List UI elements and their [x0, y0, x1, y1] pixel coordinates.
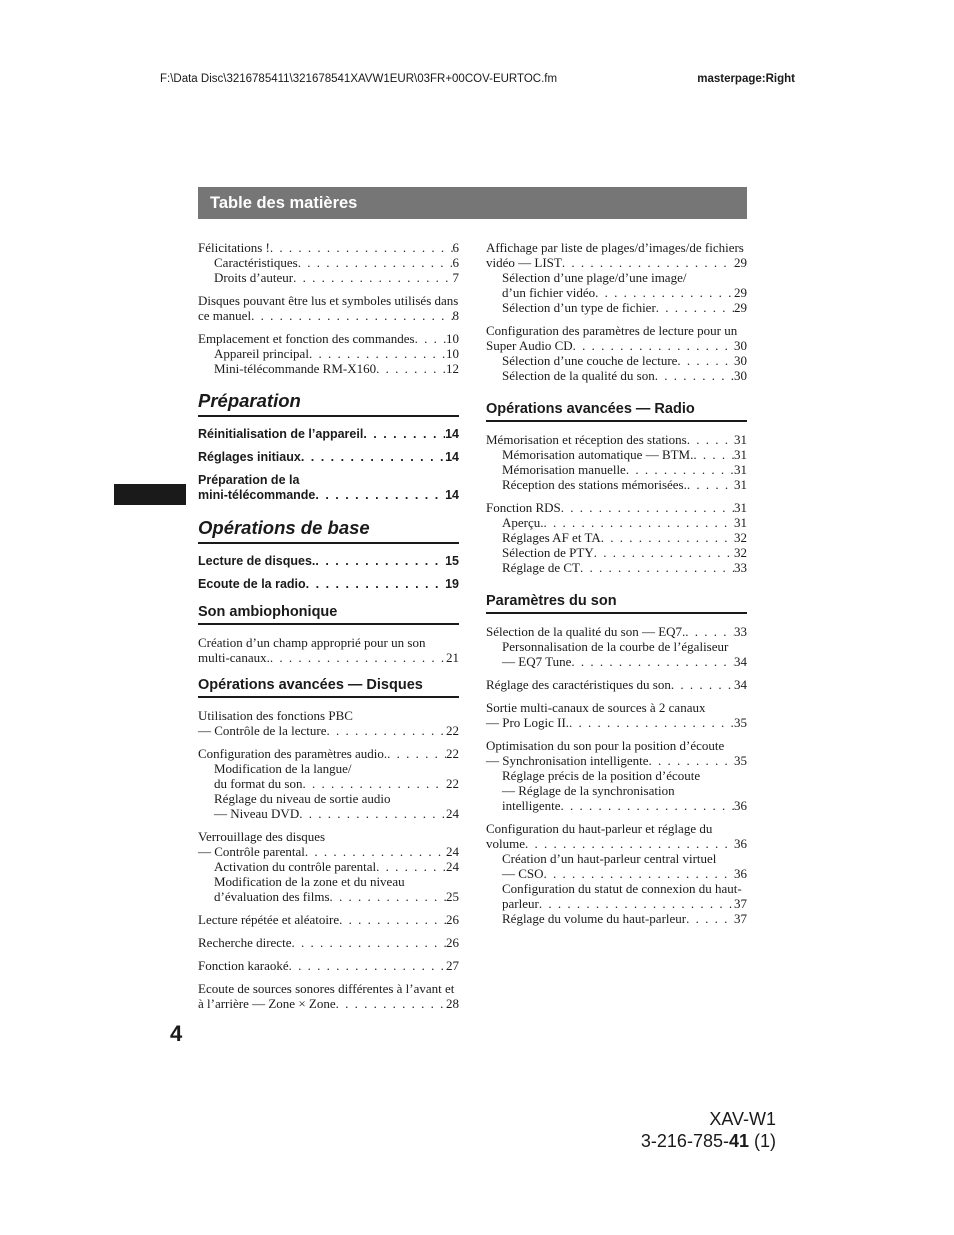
toc-entry-line[interactable]: Configuration du statut de connexion du haut- — [502, 881, 742, 896]
toc-entry[interactable]: Recherche directe . . . 26 — [198, 935, 459, 950]
toc-entry[interactable]: Fonction karaoké . . . 27 — [198, 958, 459, 973]
toc-entry[interactable]: Lecture répétée et aléatoire . . . 26 — [198, 912, 459, 927]
toc-entry-line[interactable]: Réglage précis de la position d’écoute — [502, 768, 701, 783]
toc-entry[interactable]: multi-canaux. . . . 21 — [198, 650, 459, 665]
toc-entry-line[interactable]: — Réglage de la synchronisation — [502, 783, 675, 798]
toc-entry[interactable]: Droits d’auteur . . . 7 — [198, 270, 459, 285]
toc-right-column — [486, 240, 747, 934]
toc-group — [486, 821, 747, 926]
toc-entry[interactable]: à l’arrière — Zone × Zone . . . 28 — [198, 996, 459, 1011]
toc-group — [198, 746, 459, 821]
toc-entry-line[interactable]: Ecoute de sources sonores différentes à l’avant et — [198, 981, 455, 996]
toc-entry-line[interactable]: Configuration des paramètres de lecture pour un — [486, 323, 738, 338]
toc-entry[interactable]: Appareil principal . . . 10 — [198, 346, 459, 361]
toc-group — [198, 427, 459, 442]
toc-entry[interactable]: Réinitialisation de l’appareil . . . 14 — [198, 427, 459, 442]
toc-entry[interactable]: vidéo — LIST . . . 29 — [486, 255, 747, 270]
toc-entry[interactable]: mini-télécommande . . . 14 — [198, 488, 459, 503]
section-heading-disques: Opérations avancées — Disques — [198, 677, 459, 698]
toc-entry[interactable]: Caractéristiques . . . 6 — [198, 255, 459, 270]
toc-group — [198, 635, 459, 665]
toc-entry-line[interactable]: Création d’un haut-parleur central virtuel — [502, 851, 717, 866]
toc-group — [198, 450, 459, 465]
toc-entry[interactable]: — Contrôle parental . . . 24 — [198, 844, 459, 859]
section-heading-radio: Opérations avancées — Radio — [486, 401, 747, 422]
toc-group — [198, 577, 459, 592]
header-masterpage: masterpage:Right — [697, 73, 795, 85]
toc-entry[interactable]: Sélection de la qualité du son . . . 30 — [486, 368, 747, 383]
toc-group — [198, 935, 459, 950]
toc-group — [486, 240, 747, 315]
toc-group — [198, 829, 459, 904]
toc-entry[interactable]: — Niveau DVD . . . 24 — [198, 806, 459, 821]
toc-entry[interactable]: Réglages initiaux . . . 14 — [198, 450, 459, 465]
toc-entry-line[interactable]: Réglage du niveau de sortie audio — [214, 791, 391, 806]
toc-entry[interactable]: — Synchronisation intelligente . . . 35 — [486, 753, 747, 768]
toc-entry[interactable]: Sélection de la qualité du son — EQ7. . . . 33 — [486, 624, 747, 639]
section-heading-param: Paramètres du son — [486, 593, 747, 614]
toc-entry[interactable]: Fonction RDS . . . 31 — [486, 500, 747, 515]
toc-entry-line[interactable]: Affichage par liste de plages/d’images/de fichiers — [486, 240, 744, 255]
model-name: XAV-W1 — [709, 1109, 776, 1129]
toc-entry[interactable]: Réglage des caractéristiques du son . . . 34 — [486, 677, 747, 692]
toc-entry[interactable]: Félicitations ! . . . 6 — [198, 240, 459, 255]
section-tab-marker — [114, 484, 186, 505]
toc-entry[interactable]: Activation du contrôle parental . . . 24 — [198, 859, 459, 874]
toc-entry[interactable]: Réception des stations mémorisées. . . . 31 — [486, 477, 747, 492]
toc-entry[interactable]: Ecoute de la radio . . . 19 — [198, 577, 459, 592]
toc-entry-line[interactable]: Optimisation du son pour la position d’écoute — [486, 738, 725, 753]
toc-entry-line[interactable]: Configuration du haut-parleur et réglage du — [486, 821, 713, 836]
toc-entry[interactable]: Aperçu. . . . 31 — [486, 515, 747, 530]
toc-entry[interactable]: d’évaluation des films . . . 25 — [198, 889, 459, 904]
model-block — [641, 1108, 776, 1152]
toc-group — [198, 708, 459, 738]
toc-entry[interactable]: Mémorisation manuelle . . . 31 — [486, 462, 747, 477]
toc-entry[interactable]: — EQ7 Tune . . . 34 — [486, 654, 747, 669]
toc-group — [486, 677, 747, 692]
toc-group — [198, 293, 459, 323]
section-heading-base: Opérations de base — [198, 517, 459, 544]
toc-entry[interactable]: Sélection d’un type de fichier . . . 29 — [486, 300, 747, 315]
toc-entry[interactable]: parleur . . . 37 — [486, 896, 747, 911]
toc-group — [198, 473, 459, 503]
toc-entry-line[interactable]: Modification de la langue/ — [214, 761, 352, 776]
toc-entry-line[interactable]: Personnalisation de la courbe de l’égaliseur — [502, 639, 729, 654]
toc-entry[interactable]: Lecture de disques. . . . 15 — [198, 554, 459, 569]
toc-entry[interactable]: Mémorisation automatique — BTM. . . . 31 — [486, 447, 747, 462]
toc-entry-line[interactable]: Préparation de la — [198, 473, 300, 487]
toc-group — [198, 240, 459, 285]
toc-group — [198, 912, 459, 927]
toc-entry[interactable]: Configuration des paramètres audio. . . . 22 — [198, 746, 459, 761]
toc-entry[interactable]: Sélection de PTY . . . 32 — [486, 545, 747, 560]
toc-entry[interactable]: d’un fichier vidéo . . . 29 — [486, 285, 747, 300]
header-file-path: F:\Data Disc\3216785411\321678541XAVW1EUR\03FR+00COV-EURTOC.fm — [160, 73, 558, 85]
toc-entry-line[interactable]: Sortie multi-canaux de sources à 2 canaux — [486, 700, 706, 715]
toc-group — [198, 554, 459, 569]
toc-banner: Table des matières — [198, 187, 747, 219]
model-code: 3-216-785-41 (1) — [640, 1131, 776, 1151]
toc-entry-line[interactable]: Sélection d’une plage/d’une image/ — [502, 270, 687, 285]
toc-entry[interactable]: — CSO . . . 36 — [486, 866, 747, 881]
toc-group — [486, 700, 747, 730]
toc-entry-line[interactable]: Modification de la zone et du niveau — [214, 874, 405, 889]
page-number: 4 — [170, 1021, 183, 1046]
toc-group — [198, 958, 459, 973]
toc-entry[interactable]: volume . . . 36 — [486, 836, 747, 851]
toc-entry[interactable]: du format du son . . . 22 — [198, 776, 459, 791]
toc-entry[interactable]: Réglage du volume du haut-parleur . . . 37 — [486, 911, 747, 926]
toc-group — [198, 981, 459, 1011]
toc-entry-line[interactable]: Création d’un champ approprié pour un son — [198, 635, 426, 650]
toc-entry-line[interactable]: Disques pouvant être lus et symboles utilisés dans — [198, 293, 459, 308]
toc-group — [486, 738, 747, 813]
toc-group — [486, 432, 747, 492]
toc-entry[interactable]: — Pro Logic II. . . . 35 — [486, 715, 747, 730]
section-heading-preparation: Préparation — [198, 390, 459, 417]
toc-entry[interactable]: Sélection d’une couche de lecture . . . 30 — [486, 353, 747, 368]
toc-entry[interactable]: — Contrôle de la lecture . . . 22 — [198, 723, 459, 738]
toc-entry[interactable]: Emplacement et fonction des commandes . . . 10 — [198, 331, 459, 346]
toc-group — [486, 323, 747, 383]
toc-group — [198, 331, 459, 376]
toc-left-column — [198, 240, 459, 1019]
toc-entry-line[interactable]: Verrouillage des disques — [198, 829, 326, 844]
section-heading-son: Son ambiophonique — [198, 604, 459, 625]
toc-entry[interactable]: Réglages AF et TA . . . 32 — [486, 530, 747, 545]
toc-entry[interactable]: Réglage de CT . . . 33 — [486, 560, 747, 575]
toc-entry[interactable]: ce manuel . . . 8 — [198, 308, 459, 323]
toc-entry[interactable]: Mémorisation et réception des stations . . . 31 — [486, 432, 747, 447]
toc-group — [486, 500, 747, 575]
toc-group — [486, 624, 747, 669]
toc-entry[interactable]: Super Audio CD . . . 30 — [486, 338, 747, 353]
toc-entry-line[interactable]: Utilisation des fonctions PBC — [198, 708, 353, 723]
toc-entry[interactable]: intelligente . . . 36 — [486, 798, 747, 813]
toc-entry[interactable]: Mini-télécommande RM-X160 . . . 12 — [198, 361, 459, 376]
